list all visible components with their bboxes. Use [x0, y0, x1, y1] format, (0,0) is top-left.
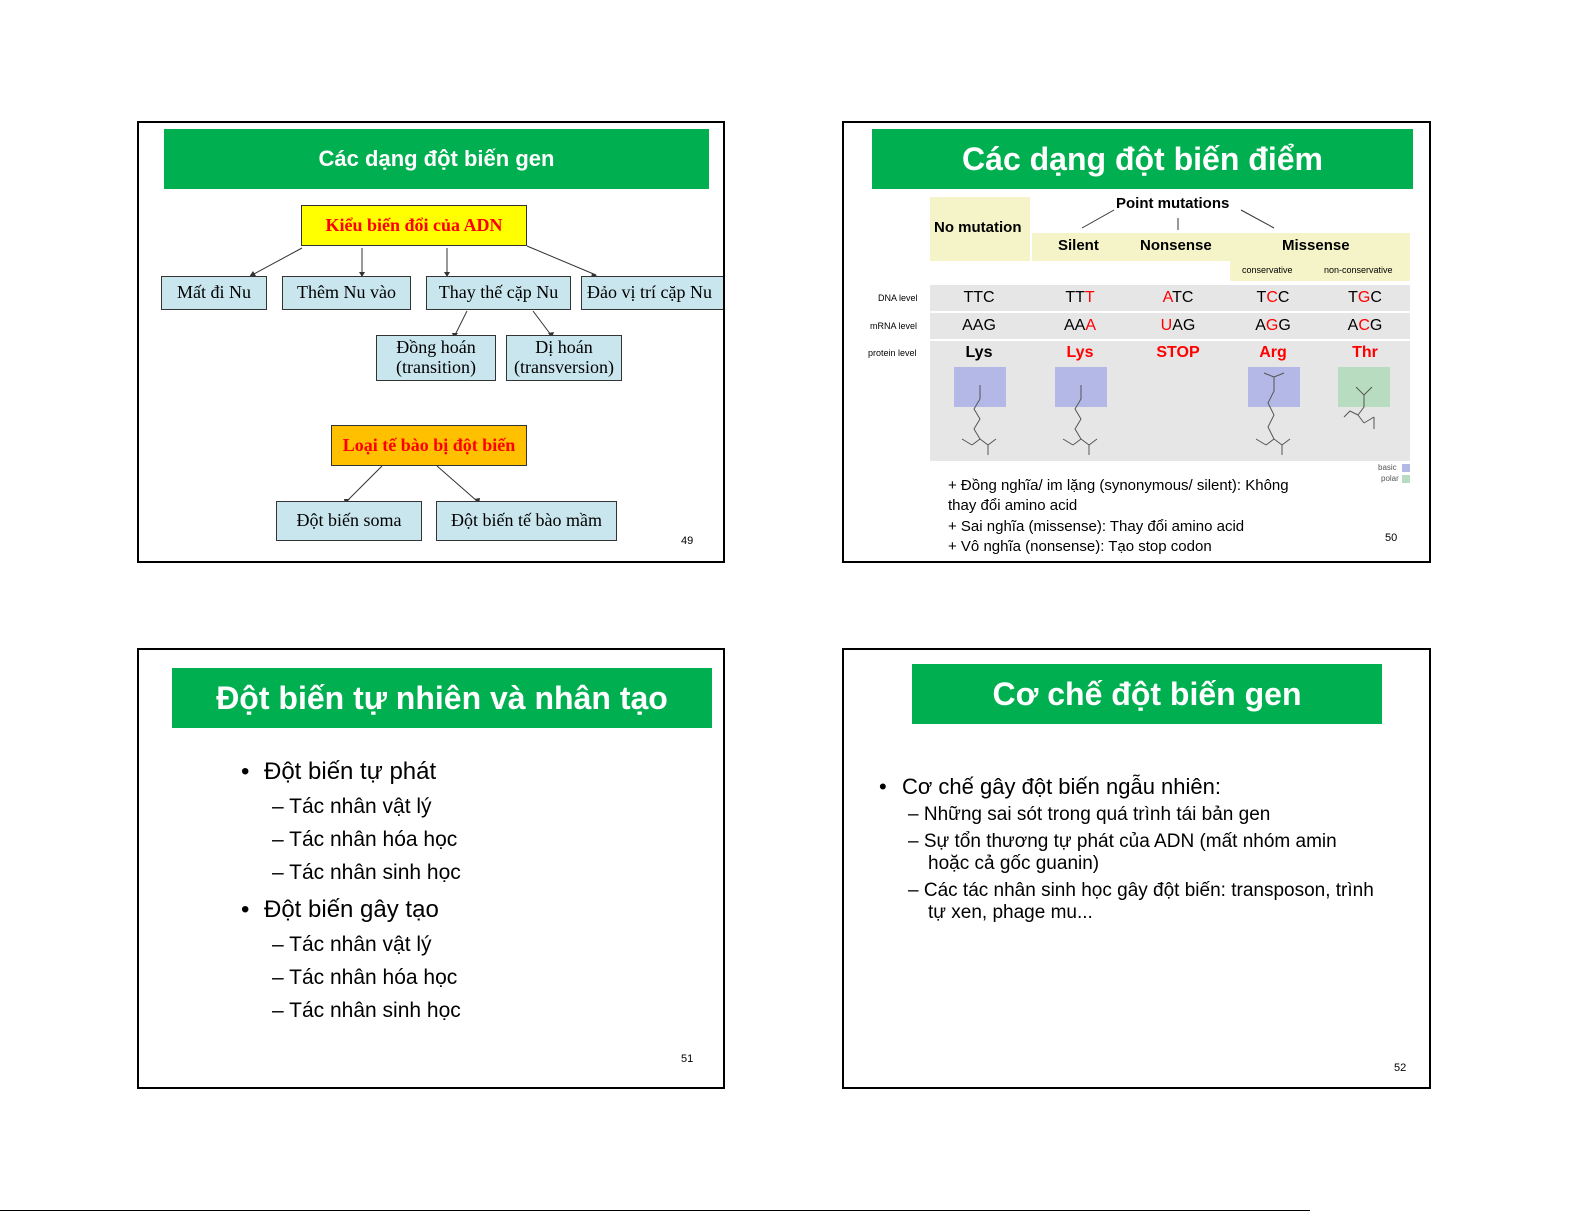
conservative-label: conservative: [1242, 265, 1293, 275]
dna-cell: TGC: [1348, 289, 1382, 306]
legend-basic-swatch: [1402, 464, 1410, 472]
type-substitution-box: Thay thế cặp Nu: [426, 276, 571, 310]
page-number: 52: [1394, 1062, 1407, 1074]
page-number: 51: [681, 1053, 694, 1065]
amino-acid-structures: [844, 123, 1431, 563]
bullet-icon: •: [879, 774, 887, 799]
bullet-heading: Đột biến tự phát: [264, 758, 437, 785]
transition-box: [376, 335, 496, 381]
slide-49: [137, 121, 725, 563]
bullet-icon: •: [241, 758, 250, 785]
type-deletion-box: Mất đi Nu: [161, 276, 267, 310]
mrna-cell: ACG: [1347, 317, 1383, 334]
somatic-box: Đột biến soma: [276, 501, 422, 541]
type-inversion-box: Đảo vị trí cặp Nu: [581, 276, 725, 310]
note-line: + Vô nghĩa (nonsense): Tạo stop codon: [948, 538, 1212, 555]
slide-51: [137, 648, 725, 1089]
slide-title: Cơ chế đột biến gen: [912, 664, 1382, 724]
sub-item: – Tác nhân sinh học: [272, 999, 461, 1022]
dna-cell: TTT: [1065, 289, 1095, 306]
note-line: + Đồng nghĩa/ im lặng (synonymous/ silent): Không: [948, 477, 1289, 494]
legend-basic-label: basic: [1378, 463, 1397, 472]
transition-label: Đồng hoán: [396, 337, 476, 358]
sub-item-continuation: hoặc cả gốc guanin): [928, 853, 1100, 874]
no-mutation-label: No mutation: [934, 219, 1022, 236]
sub-item: – Tác nhân vật lý: [272, 795, 432, 818]
nonsense-label: Nonsense: [1140, 237, 1212, 254]
transversion-term: (transversion): [514, 357, 614, 377]
mrna-cell: AGG: [1255, 317, 1291, 334]
dna-cell: TCC: [1256, 289, 1290, 306]
mrna-cell: UAG: [1160, 317, 1196, 334]
dna-level-label: DNA level: [878, 293, 918, 303]
page-number: 50: [1385, 532, 1398, 544]
non-conservative-label: non-conservative: [1324, 265, 1393, 275]
transversion-label: Dị hoán: [535, 337, 593, 358]
bullet-icon: •: [241, 896, 250, 923]
sub-item: – Tác nhân sinh học: [272, 861, 461, 884]
dna-cell: TTC: [963, 289, 995, 306]
legend-polar-swatch: [1402, 475, 1410, 483]
point-mutations-label: Point mutations: [1116, 195, 1230, 212]
sub-item: – Sự tổn thương tự phát của ADN (mất nhóm amin: [908, 831, 1337, 852]
mrna-cell: AAG: [962, 317, 996, 334]
protein-cell: Lys: [965, 344, 993, 361]
cell-type-box: Loại tế bào bị đột biến: [331, 425, 527, 466]
dna-cell: ATC: [1162, 289, 1194, 306]
slide-50: [842, 121, 1431, 563]
slide-title: Đột biến tự nhiên và nhân tạo: [172, 668, 712, 728]
protein-cell: Lys: [1066, 344, 1094, 361]
missense-label: Missense: [1282, 237, 1350, 254]
note-line: thay đổi amino acid: [948, 497, 1078, 514]
mrna-level-label: mRNA level: [870, 321, 918, 331]
transversion-box: [506, 335, 622, 381]
sub-item: – Tác nhân vật lý: [272, 933, 432, 956]
footer-rule: [0, 1210, 1310, 1211]
note-line: + Sai nghĩa (missense): Thay đổi amino acid: [948, 518, 1245, 535]
legend-polar-label: polar: [1381, 474, 1399, 483]
dna-change-box: Kiểu biến đổi của ADN: [301, 205, 527, 246]
transition-term: (transition): [396, 357, 476, 377]
protein-cell: Arg: [1259, 344, 1287, 361]
sub-item: – Tác nhân hóa học: [272, 828, 458, 851]
sub-item-continuation: tự xen, phage mu...: [928, 902, 1093, 923]
sub-item: – Những sai sót trong quá trình tái bản gen: [908, 804, 1271, 825]
bullet-heading: Cơ chế gây đột biến ngẫu nhiên:: [902, 774, 1221, 799]
silent-label: Silent: [1058, 237, 1099, 254]
bullet-heading: Đột biến gây tạo: [264, 896, 439, 923]
protein-cell: STOP: [1156, 344, 1200, 361]
slide-title: Các dạng đột biến gen: [164, 129, 709, 189]
protein-level-label: protein level: [868, 348, 917, 358]
slide-52: [842, 648, 1431, 1089]
sub-item: – Tác nhân hóa học: [272, 966, 458, 989]
page-number: 49: [681, 535, 694, 547]
type-insertion-box: Thêm Nu vào: [282, 276, 411, 310]
mrna-cell: AAA: [1063, 317, 1096, 334]
slide-title: Các dạng đột biến điểm: [872, 129, 1413, 189]
sub-item: – Các tác nhân sinh học gây đột biến: transposon, trình: [908, 880, 1374, 901]
germline-box: Đột biến tế bào mầm: [436, 501, 617, 541]
protein-cell: Thr: [1352, 344, 1378, 361]
